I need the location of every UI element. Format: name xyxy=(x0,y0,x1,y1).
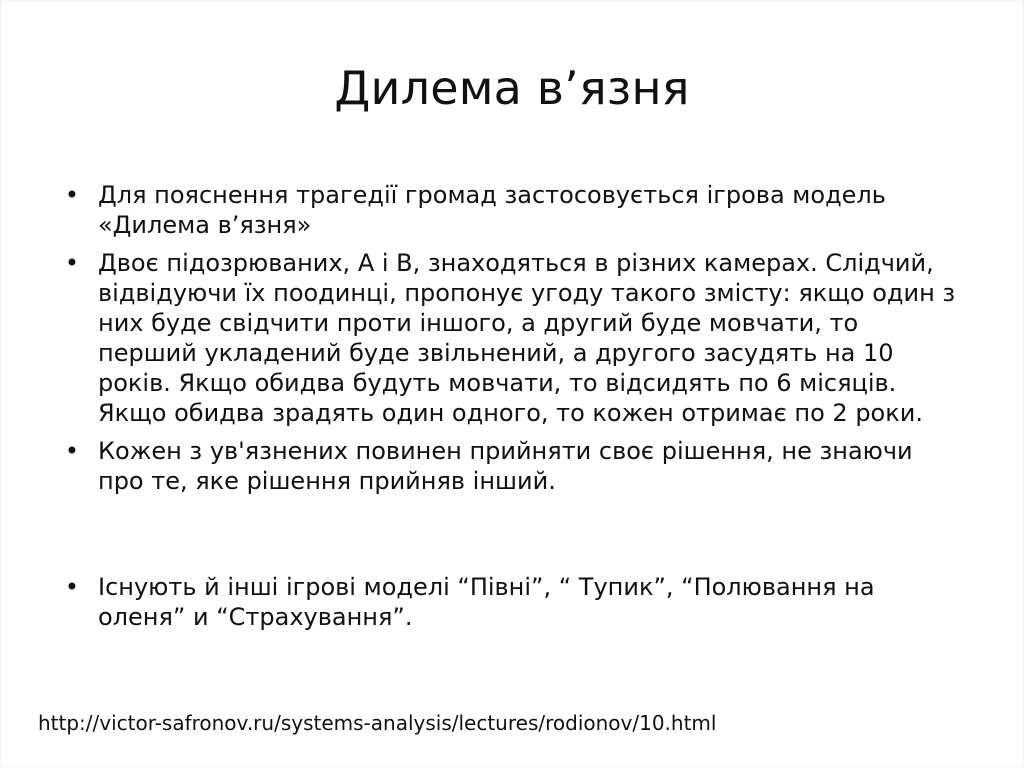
bullet-list xyxy=(62,180,962,632)
slide-title: Дилема в’язня xyxy=(334,61,690,115)
bullet-text: Існують й інші ігрові моделі “Півні”, “ Тупик”, “Полювання на оленя” и “Страхування”. xyxy=(98,573,875,631)
bullet-marker: • xyxy=(64,249,80,277)
bullet-marker: • xyxy=(64,573,80,601)
bullet-text: Двоє підозрюваних, А і В, знаходяться в різних камерах. Слідчий, відвідуючи їх поодинці, пропонує угоду такого змісту: якщо один з них буде свідчити проти іншого, а другий буде мовчати, то перший укладений буде звільнений, а другого засудять на 10 років. Якщо обидва будуть мовчати, то відсидять по 6 місяців. Якщо обидва зрадять один одного, то кожен отримає по 2 роки. xyxy=(98,249,956,427)
bullet-text: Кожен з ув'язнених повинен прийняти своє рішення, не знаючи про те, яке рішення прийняв інший. xyxy=(98,437,913,495)
source-url: http://victor-safronov.ru/systems-analysis/lectures/rodionov/10.html xyxy=(38,711,717,735)
bullet-text: Для пояснення трагедії громад застосовується ігрова модель «Дилема в’язня» xyxy=(98,181,886,239)
bullet-item xyxy=(62,248,962,428)
bullet-item xyxy=(62,436,962,496)
bullet-item xyxy=(62,572,962,632)
bullet-marker: • xyxy=(64,437,80,465)
bullet-item xyxy=(62,180,962,240)
bullet-marker: • xyxy=(64,181,80,209)
